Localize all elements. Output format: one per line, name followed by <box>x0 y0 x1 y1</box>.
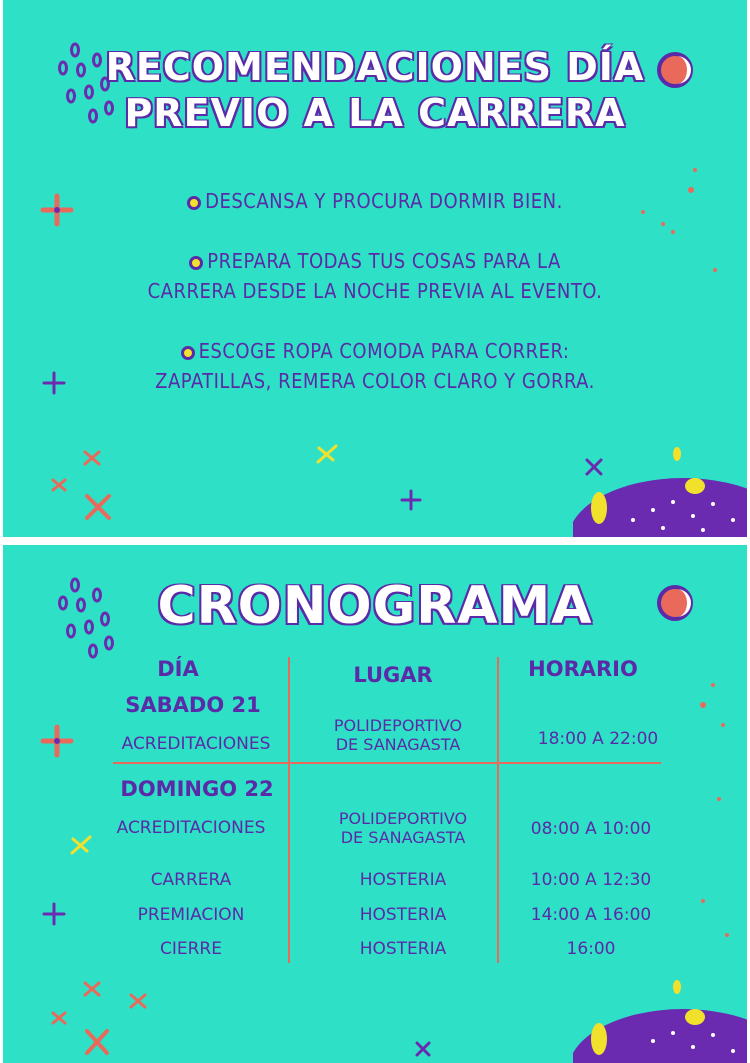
recommendations-title <box>3 44 747 136</box>
column-divider <box>288 657 290 963</box>
place-cell: HOSTERIA <box>359 905 447 925</box>
recommendation-text: DESCANSA Y PROCURA DORMIR BIEN. <box>205 189 563 213</box>
header-dia: DÍA <box>157 657 199 681</box>
schedule-panel <box>3 545 747 1063</box>
recommendation-text: ESCOGE ROPA COMODA PARA CORRER: <box>198 339 570 363</box>
day-label-sunday: DOMINGO 22 <box>120 777 274 801</box>
recommendation-text-cont: CARRERA DESDE LA NOCHE PREVIA AL EVENTO. <box>147 279 603 303</box>
purple-planet-decoration <box>573 440 747 537</box>
schedule-title: CRONOGRAMA <box>157 576 593 636</box>
time-cell: 14:00 A 16:00 <box>530 905 652 925</box>
place-line-2: DE SANAGASTA <box>335 735 461 754</box>
activity-cell: ACREDITACIONES <box>121 734 271 754</box>
recommendation-text-cont: ZAPATILLAS, REMERA COLOR CLARO Y GORRA. <box>155 369 595 393</box>
header-horario: HORARIO <box>528 657 638 681</box>
yellow-cross-icon <box>67 831 95 859</box>
activity-cell: CARRERA <box>150 870 232 890</box>
place-cell <box>313 809 493 847</box>
recommendation-item-3 <box>3 336 747 396</box>
yellow-cross-icon <box>313 440 341 468</box>
place-cell: HOSTERIA <box>359 870 447 890</box>
place-line-1: POLIDEPORTIVO <box>338 809 468 828</box>
purple-cross-icon <box>413 1039 433 1059</box>
activity-cell: CIERRE <box>160 939 222 959</box>
red-cross-icons <box>43 440 133 530</box>
place-cell <box>308 716 488 754</box>
time-cell: 16:00 <box>566 939 616 959</box>
bullet-icon <box>187 196 201 210</box>
recommendation-item-1 <box>3 186 747 216</box>
time-cell: 18:00 A 22:00 <box>537 729 659 749</box>
recommendations-panel <box>3 0 747 537</box>
activity-cell: PREMIACION <box>137 905 245 925</box>
bullet-icon <box>181 346 195 360</box>
time-cell: 08:00 A 10:00 <box>530 819 652 839</box>
recommendation-text: PREPARA TODAS TUS COSAS PARA LA <box>207 249 561 273</box>
place-cell: HOSTERIA <box>359 939 447 959</box>
recommendation-item-2 <box>3 246 747 306</box>
place-line-2: DE SANAGASTA <box>340 828 466 847</box>
bullet-icon <box>189 256 203 270</box>
day-label-saturday: SABADO 21 <box>125 693 261 717</box>
activity-cell: ACREDITACIONES <box>116 818 266 838</box>
purple-plus-icon <box>41 901 67 927</box>
red-plus-icon <box>37 721 77 761</box>
title-line-1: RECOMENDACIONES DÍA <box>105 45 645 89</box>
column-divider <box>497 657 499 963</box>
red-cross-icons <box>43 971 163 1063</box>
purple-plus-small-icon <box>399 488 423 512</box>
title-line-2: PREVIO A LA CARRERA <box>124 91 626 135</box>
row-divider <box>113 762 661 764</box>
header-lugar: LUGAR <box>353 663 433 687</box>
time-cell: 10:00 A 12:30 <box>530 870 652 890</box>
place-line-1: POLIDEPORTIVO <box>333 716 463 735</box>
